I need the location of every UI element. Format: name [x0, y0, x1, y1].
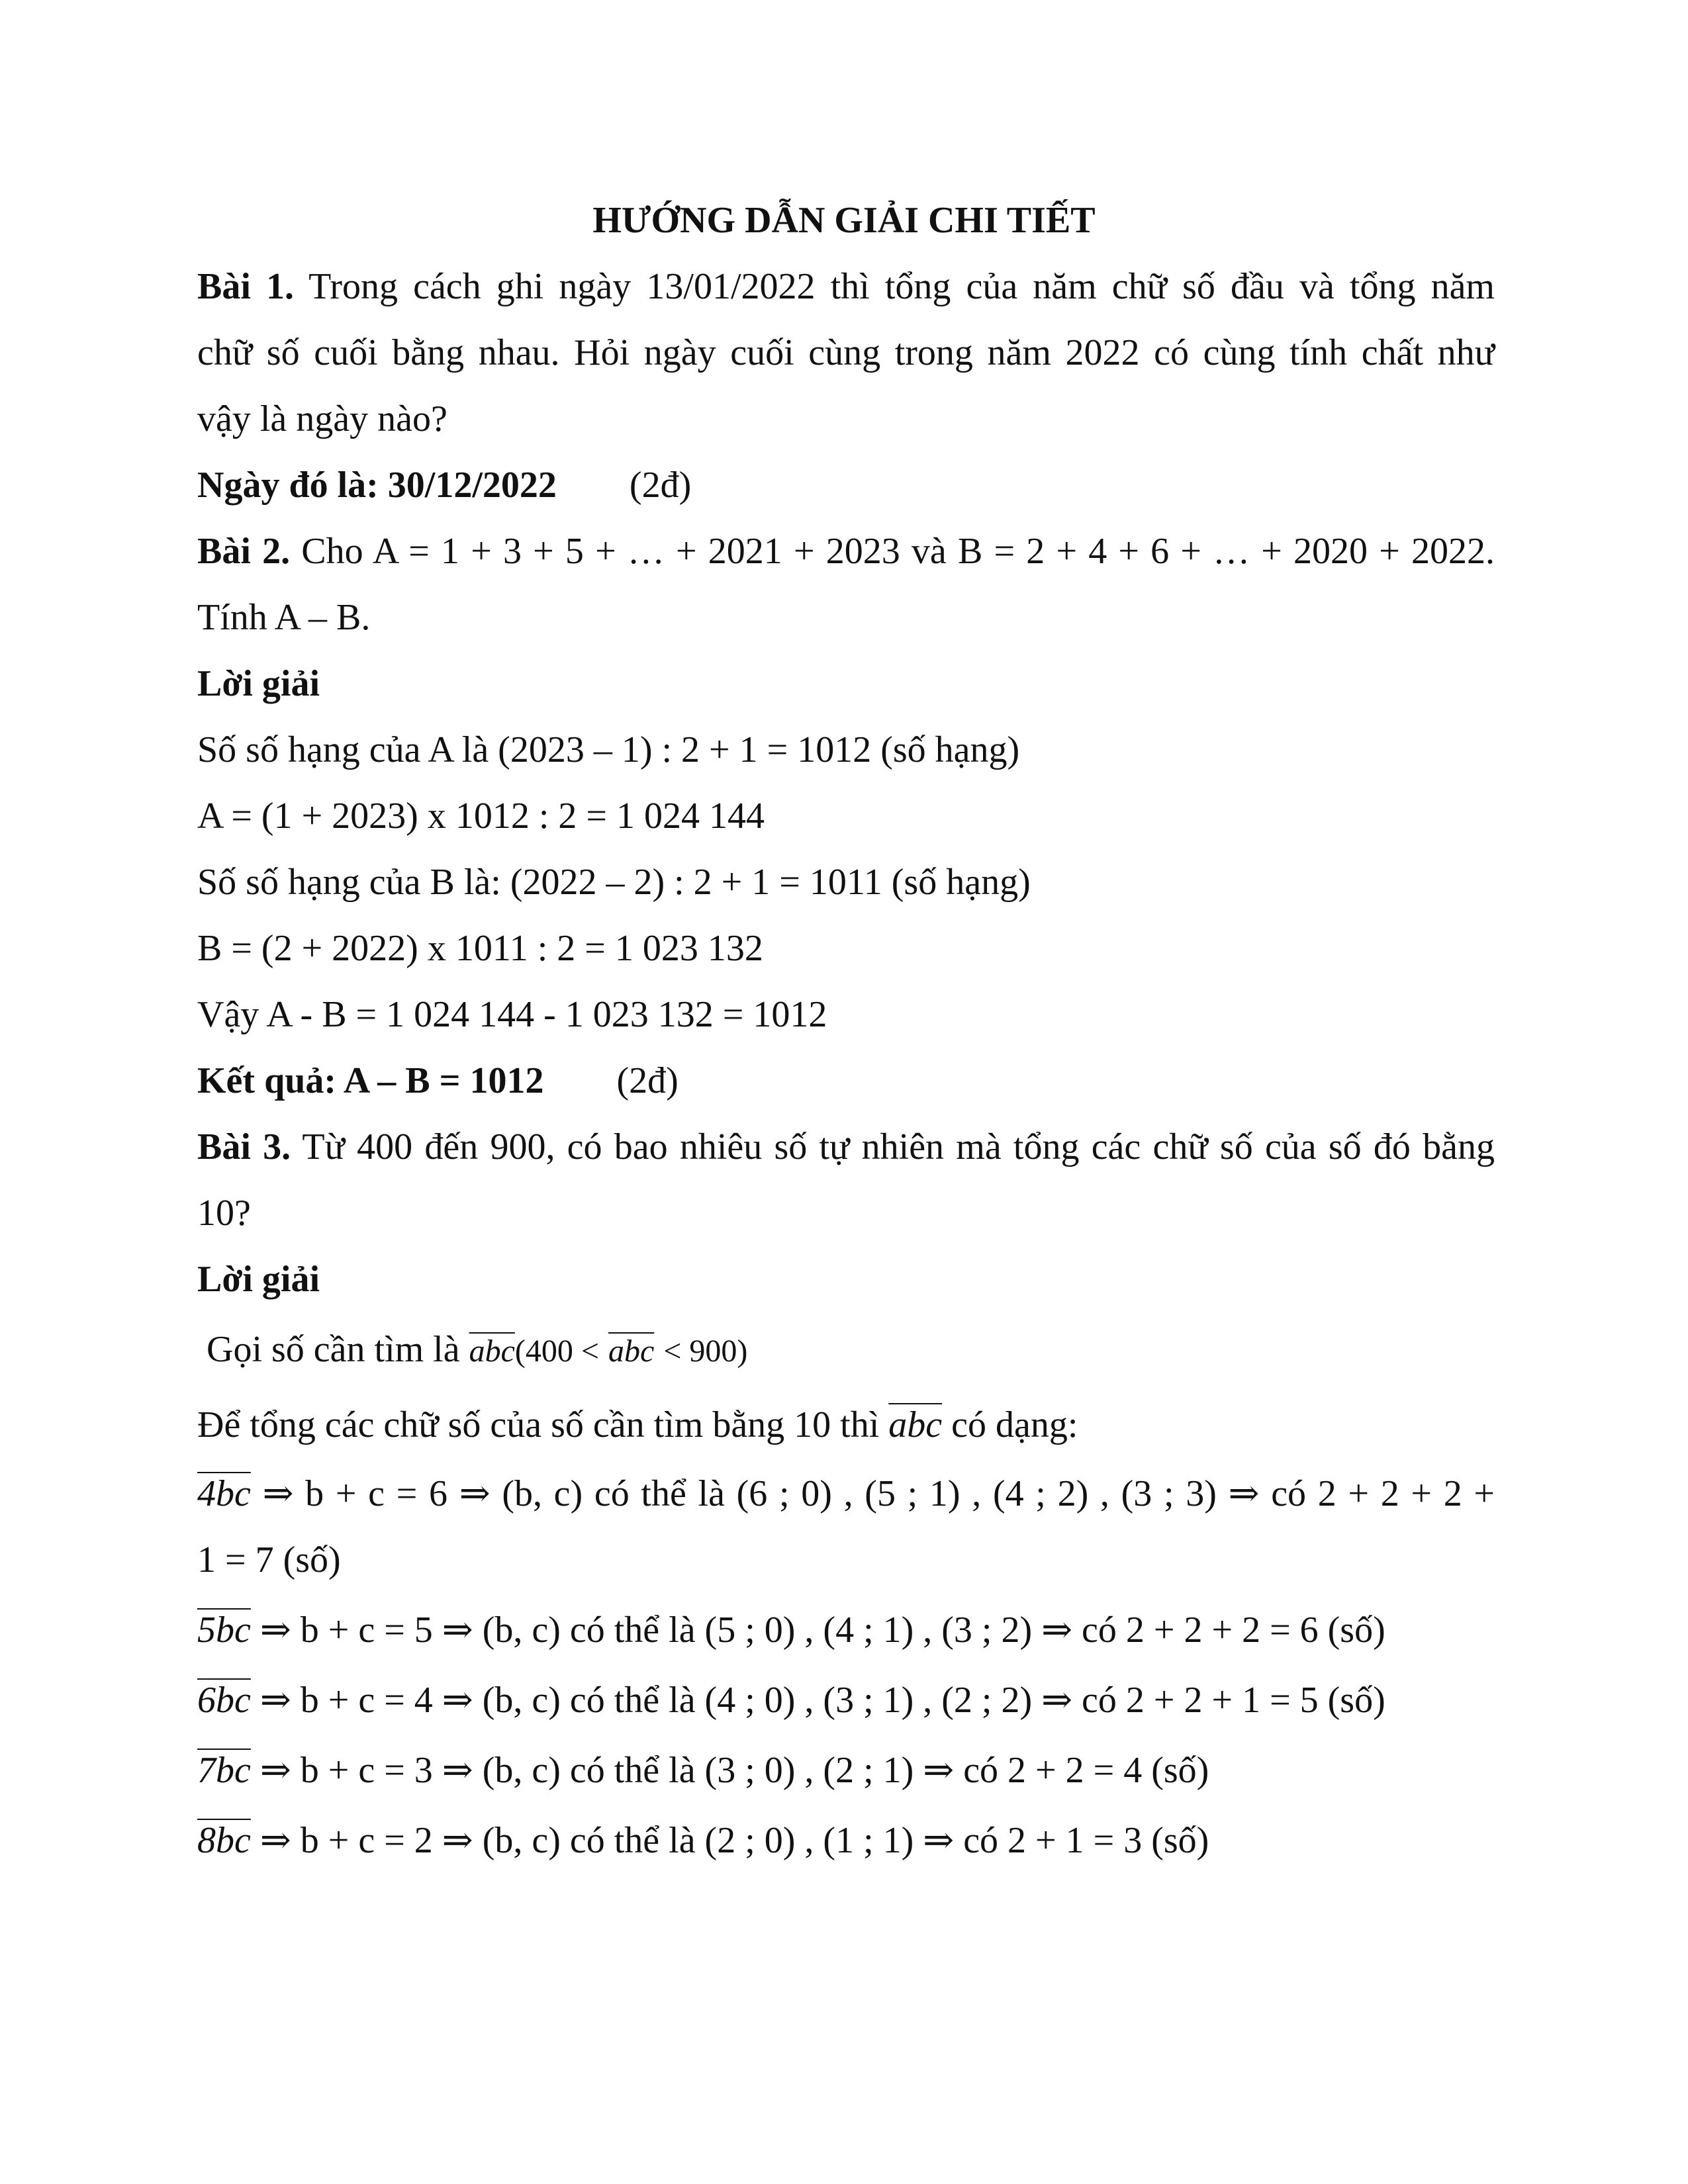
bai2-result: Kết quả: A – B = 1012 (2đ)	[197, 1060, 679, 1101]
number-overline: 8bc	[197, 1820, 251, 1861]
abc-overline: $\overline{abc}$	[469, 1334, 515, 1369]
number-overline: 6bc	[197, 1680, 251, 1721]
bai2-line2: Tính A – B.	[197, 597, 371, 638]
bai2-step: A = (1 + 2023) x 1012 : 2 = 1 024 144	[197, 796, 765, 837]
bai3-de-tong-line: Để tổng các chữ số của số cần tìm bằng 10 thì $\overline{abc}$ có dạng:	[197, 1404, 1078, 1445]
bai1-line1: Bài 1. Trong cách ghi ngày 13/01/2022 thì tổng của năm chữ số đầu và tổng năm	[197, 266, 1495, 307]
bai3-line1: Bài 3. Từ 400 đến 900, có bao nhiêu số tự nhiên mà tổng các chữ số của số đó bằng	[197, 1126, 1495, 1167]
number-overline: 7bc	[197, 1750, 251, 1791]
number-overline: 5bc	[197, 1610, 251, 1651]
bai3-case-8: 8bc ⇒ b + c = 2 ⇒ (b, c) có thể là (2 ; 0) , (1 ; 1) ⇒ có 2 + 1 = 3 (số)	[197, 1820, 1209, 1861]
bai2-label: Bài 2.	[197, 531, 291, 572]
bai3-case-4: 4bc ⇒ b + c = 6 ⇒ (b, c) có thể là (6 ; 0) , (5 ; 1) , (4 ; 2) , (3 ; 3) ⇒ có 2 + 2 + 2 +	[197, 1473, 1495, 1514]
page-title: HƯỚNG DẪN GIẢI CHI TIẾT	[592, 200, 1096, 241]
bai1-line3: vậy là ngày nào?	[197, 398, 447, 439]
bai1-answer: Ngày đó là: 30/12/2022 (2đ)	[197, 465, 692, 506]
bai3-case-6: 6bc ⇒ b + c = 4 ⇒ (b, c) có thể là (4 ; 0) , (3 ; 1) , (2 ; 2) ⇒ có 2 + 2 + 1 = 5 (số)	[197, 1680, 1385, 1721]
bai2-solution-heading: Lời giải	[197, 663, 320, 704]
bai2-step: Số số hạng của A là (2023 – 1) : 2 + 1 = 1012 (số hạng)	[197, 729, 1020, 770]
bai3-goi-line: Gọi số cần tìm là $\overline{abc}(400 < \overline{abc} < 900)$	[207, 1329, 748, 1370]
bai2-step: B = (2 + 2022) x 1011 : 2 = 1 023 132	[197, 928, 763, 969]
number-overline: 4bc	[197, 1473, 251, 1514]
bai3-case-4-cont: 1 = 7 (số)	[197, 1539, 341, 1580]
abc-overline: $\overline{abc}$	[888, 1404, 943, 1445]
bai2-points: (2đ)	[616, 1060, 679, 1101]
bai1-line2: chữ số cuối bằng nhau. Hỏi ngày cuối cùng trong năm 2022 có cùng tính chất như	[197, 332, 1495, 373]
bai3-label: Bài 3.	[197, 1126, 291, 1167]
bai2-step: Số số hạng của B là: (2022 – 2) : 2 + 1 = 1011 (số hạng)	[197, 862, 1031, 903]
bai1-points: (2đ)	[629, 465, 692, 506]
bai3-case-7: 7bc ⇒ b + c = 3 ⇒ (b, c) có thể là (3 ; 0) , (2 ; 1) ⇒ có 2 + 2 = 4 (số)	[197, 1750, 1209, 1791]
bai2-step: Vậy A - B = 1 024 144 - 1 023 132 = 1012	[197, 994, 827, 1035]
bai1-label: Bài 1.	[197, 266, 295, 307]
bai3-case-5: 5bc ⇒ b + c = 5 ⇒ (b, c) có thể là (5 ; 0) , (4 ; 1) , (3 ; 2) ⇒ có 2 + 2 + 2 = 6 (số)	[197, 1610, 1385, 1651]
bai2-line1: Bài 2. Cho A = 1 + 3 + 5 + … + 2021 + 2023 và B = 2 + 4 + 6 + … + 2020 + 2022.	[197, 531, 1495, 572]
bai3-solution-heading: Lời giải	[197, 1259, 320, 1300]
bai3-line2: 10?	[197, 1193, 251, 1234]
abc-overline: $\overline{abc}$	[608, 1334, 655, 1369]
